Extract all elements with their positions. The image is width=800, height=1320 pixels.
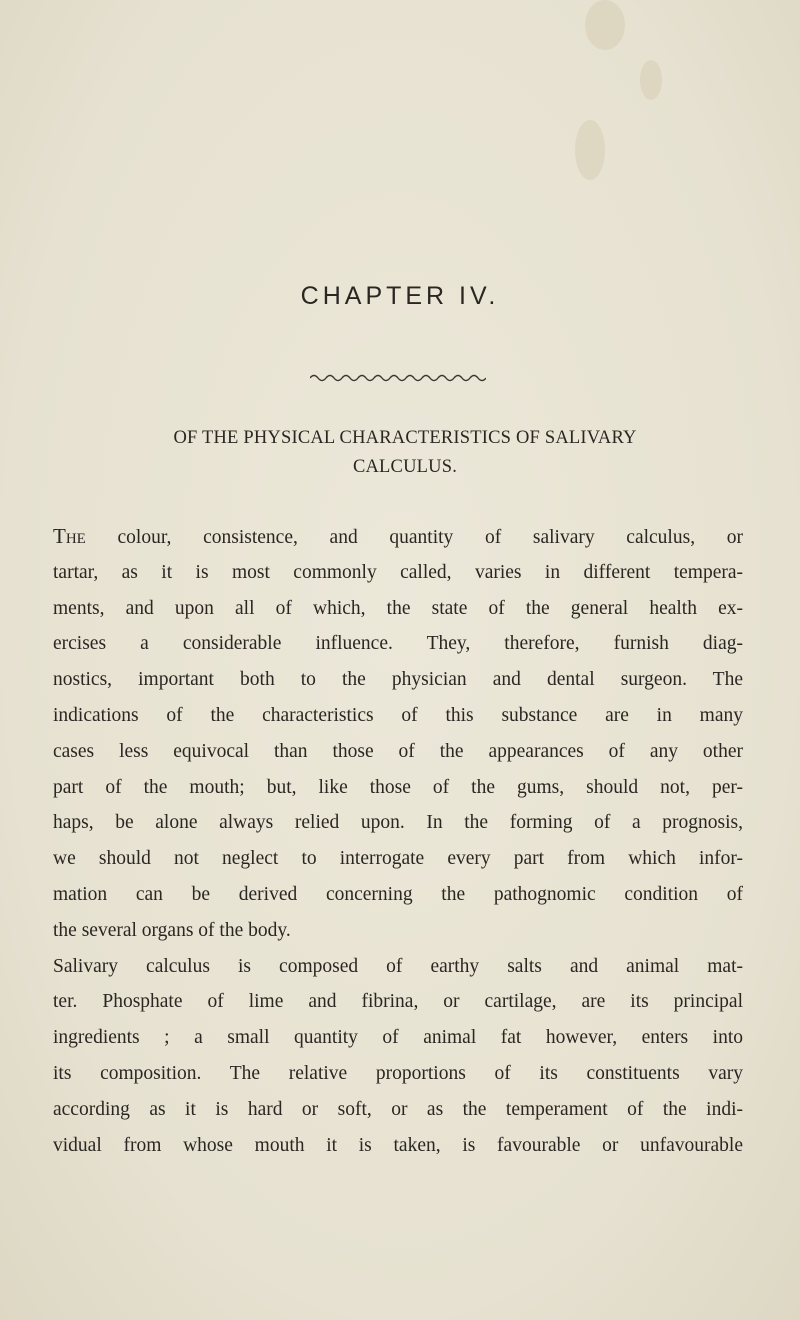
text-line-rest: colour, consistence, and quantity of salivary calculus, or <box>85 527 743 548</box>
text-line: cases less equivocal than those of the appearances of any other <box>53 740 743 762</box>
text-line: its composition. The relative proportions of its constituents vary <box>53 1062 743 1084</box>
text-line: according as it is hard or soft, or as the temperament of the indi- <box>53 1098 743 1120</box>
paper-stain <box>640 60 662 100</box>
wavy-rule-ornament <box>310 372 486 384</box>
paragraph <box>53 949 743 1164</box>
text-line: nostics, important both to the physician and dental surgeon. The <box>53 669 743 691</box>
paper-stain <box>585 0 625 50</box>
paragraph <box>53 519 743 949</box>
text-line: tartar, as it is most commonly called, varies in different tempera- <box>53 561 743 583</box>
text-line: we should not neglect to interrogate every part from which infor- <box>53 848 743 870</box>
text-line: the several organs of the body. <box>53 919 291 941</box>
text-line: part of the mouth; but, like those of the gums, should not, per- <box>53 776 743 798</box>
lead-word: The <box>53 524 86 548</box>
text-line: ercises a considerable influence. They, therefore, furnish diag- <box>53 633 743 655</box>
text-line: haps, be alone always relied upon. In the forming of a prognosis, <box>53 812 743 834</box>
text-line: Salivary calculus is composed of earthy salts and animal mat- <box>53 955 743 977</box>
section-title <box>60 424 750 482</box>
section-title-line: OF THE PHYSICAL CHARACTERISTICS OF SALIVARY <box>173 428 637 448</box>
text-line: ter. Phosphate of lime and fibrina, or cartilage, are its principal <box>53 991 743 1013</box>
chapter-title: CHAPTER IV. <box>300 282 500 310</box>
paper-stain <box>575 120 605 180</box>
text-line: indications of the characteristics of this substance are in many <box>53 704 743 726</box>
body-text <box>53 519 743 1163</box>
section-title-line: CALCULUS. <box>352 457 458 477</box>
text-line: mation can be derived concerning the pathognomic condition of <box>53 883 743 905</box>
text-line: ments, and upon all of which, the state of the general health ex- <box>53 597 743 619</box>
text-line: vidual from whose mouth it is taken, is favourable or unfavourable <box>53 1134 743 1156</box>
text-line <box>53 519 743 555</box>
text-line: ingredients ; a small quantity of animal fat however, enters into <box>53 1027 743 1049</box>
